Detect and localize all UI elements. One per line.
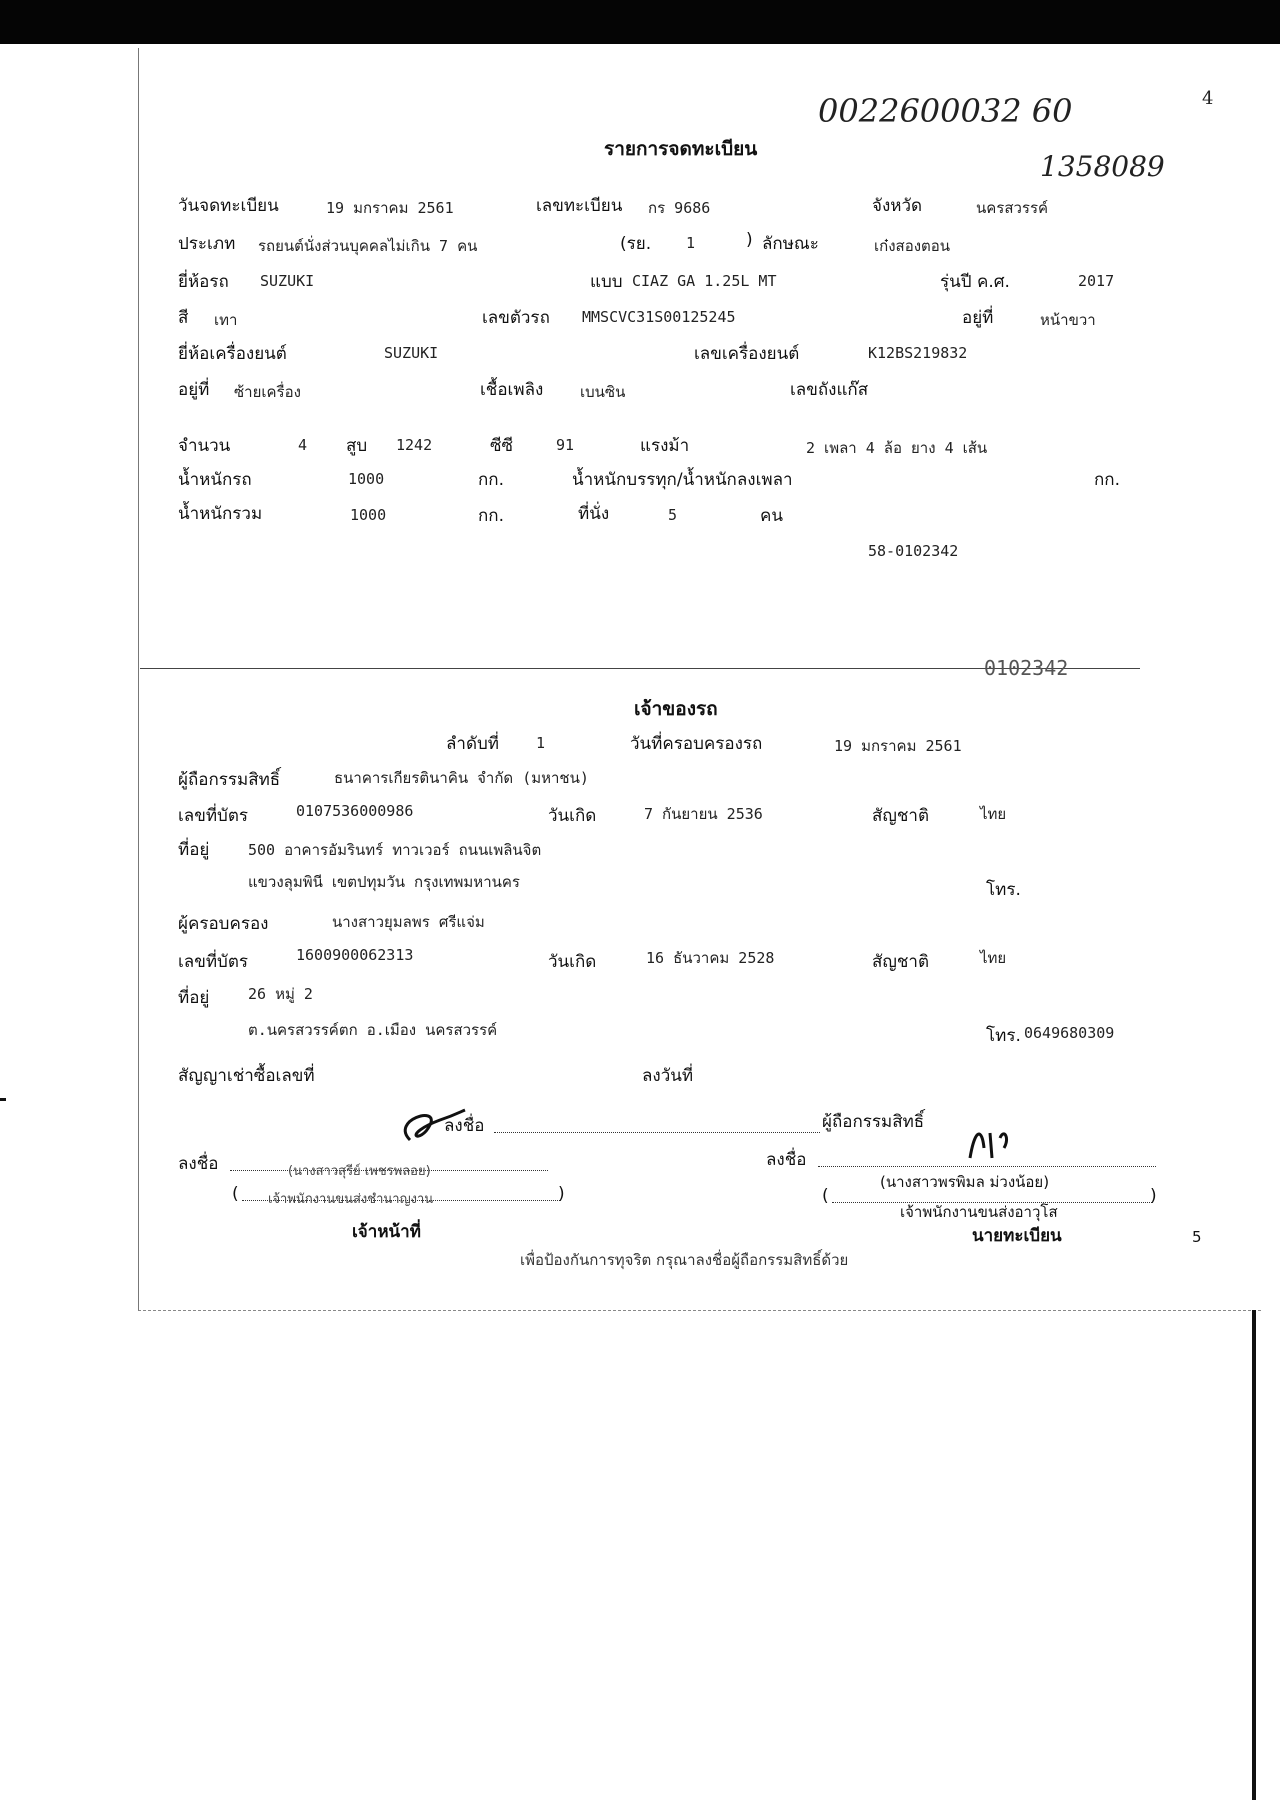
dob-value: 7 กันยายน 2536 <box>644 805 763 823</box>
address-label: ที่อยู่ <box>178 840 210 860</box>
right-official-name: (นางสาวพรพิมล ม่วงน้อย) <box>880 1173 1050 1191</box>
total-weight-label: น้ำหนักรวม <box>178 504 263 524</box>
possessor-label: ผู้ครอบครอง <box>178 914 269 934</box>
engine-brand-value: SUZUKI <box>384 344 439 362</box>
persons-label: คน <box>760 506 783 526</box>
engine-no-value: K12BS219832 <box>868 344 968 362</box>
left-close-paren: ) <box>558 1184 565 1204</box>
reg-date-value: 19 มกราคม 2561 <box>326 199 454 217</box>
owner-heading: เจ้าของรถ <box>634 698 718 720</box>
hp-label: แรงม้า <box>640 436 690 456</box>
total-weight-value: 1000 <box>350 506 387 524</box>
tel2-value: 0649680309 <box>1024 1024 1115 1042</box>
right-official-stamp: เจ้าพนักงานขนส่งอาวุโส <box>900 1203 1058 1221</box>
seats-label: ที่นั่ง <box>578 504 610 524</box>
id2-value: 1600900062313 <box>296 946 414 964</box>
id-value: 0107536000986 <box>296 802 414 820</box>
seq-value: 1 <box>536 734 546 752</box>
type-value: รถยนต์นั่งส่วนบุคคลไม่เกิน 7 คน <box>258 237 478 255</box>
owner-sign-line <box>494 1132 820 1133</box>
possess-date-label: วันที่ครอบครองรถ <box>630 734 763 754</box>
possess-date-value: 19 มกราคม 2561 <box>834 737 962 755</box>
address2-line-1: 26 หมู่ 2 <box>248 985 313 1003</box>
weight-value: 1000 <box>348 470 385 488</box>
chassis-label: เลขตัวรถ <box>482 308 550 328</box>
engine-loc-value: ซ้ายเครื่อง <box>234 383 301 401</box>
chassis-value: MMSCVC31S00125245 <box>582 308 736 326</box>
nationality2-value: ไทย <box>980 949 1007 967</box>
doc-number-partial: 0102342 <box>984 656 1069 680</box>
seq-label: ลำดับที่ <box>446 734 500 754</box>
possessor-name: นางสาวยุมลพร ศรีแจ่ม <box>332 913 485 931</box>
fuel-label: เชื้อเพลิง <box>480 380 544 400</box>
brand-value: SUZUKI <box>260 272 315 290</box>
handwritten-sub-number: 1358089 <box>1040 150 1165 183</box>
dob2-label: วันเกิด <box>548 952 597 972</box>
reg-no-label: เลขทะเบียน <box>536 196 623 216</box>
left-sign-label: ลงชื่อ <box>178 1154 219 1174</box>
gas-tank-label: เลขถังแก๊ส <box>790 380 869 400</box>
address2-line-2: ต.นครสวรรค์ตก อ.เมือง นครสวรรค์ <box>248 1021 498 1039</box>
model-value: CIAZ GA 1.25L MT <box>632 272 777 290</box>
ry-label: (รย. <box>620 234 652 254</box>
chassis-loc-value: หน้าขวา <box>1040 311 1096 329</box>
nationality-value: ไทย <box>980 805 1007 823</box>
registration-heading: รายการจดทะเบียน <box>604 138 758 160</box>
province-label: จังหวัด <box>872 196 923 216</box>
footer-fraud-note: เพื่อป้องกันการทุจริต กรุณาลงชื่อผู้ถือกรรมสิทธิ์ด้วย <box>520 1251 849 1269</box>
scan-top-border <box>0 0 1280 44</box>
type-label: ประเภท <box>178 234 236 254</box>
reg-no-value: กร 9686 <box>648 199 711 217</box>
year-value: 2017 <box>1078 272 1115 290</box>
right-open-paren: ( <box>822 1186 829 1206</box>
dob2-value: 16 ธันวาคม 2528 <box>646 949 775 967</box>
count-label: จำนวน <box>178 436 231 456</box>
color-label: สี <box>178 308 189 328</box>
right-sign-label: ลงชื่อ <box>766 1150 807 1170</box>
engine-no-label: เลขเครื่องยนต์ <box>694 344 800 364</box>
owner-sign-label: ลงชื่อ <box>444 1116 485 1136</box>
owner-role-label: ผู้ถือกรรมสิทธิ์ <box>822 1112 925 1132</box>
brand-label: ยี่ห้อรถ <box>178 272 229 292</box>
weight-label: น้ำหนักรถ <box>178 470 252 490</box>
scan-right-edge <box>1252 1310 1256 1800</box>
kg-label-3: กก. <box>478 506 504 526</box>
cc-value: 91 <box>556 436 575 454</box>
kg-label-1: กก. <box>478 470 504 490</box>
chassis-loc-label: อยู่ที่ <box>962 308 994 328</box>
cyl-value: 1242 <box>396 436 433 454</box>
contract-label: สัญญาเช่าซื้อเลขที่ <box>178 1066 315 1086</box>
model-label: แบบ <box>590 272 623 292</box>
ry-value: 1 <box>686 234 696 252</box>
color-value: เทา <box>214 311 238 329</box>
reg-date-label: วันจดทะเบียน <box>178 196 279 216</box>
sign-date-label: ลงวันที่ <box>642 1066 694 1086</box>
style-label: ลักษณะ <box>762 234 819 254</box>
count-value: 4 <box>298 436 308 454</box>
cyl-label: สูบ <box>346 436 368 456</box>
year-label: รุ่นปี ค.ศ. <box>940 272 1010 292</box>
tel-label: โทร. <box>986 880 1021 900</box>
right-close-paren: ) <box>1150 1186 1157 1206</box>
address-line-2: แขวงลุมพินี เขตปทุมวัน กรุงเทพมหานคร <box>248 873 520 891</box>
address2-label: ที่อยู่ <box>178 988 210 1008</box>
engine-loc-label: อยู่ที่ <box>178 380 210 400</box>
seats-value: 5 <box>668 506 678 524</box>
handwritten-top-number: 0022600032 60 <box>818 92 1073 130</box>
province-value: นครสวรรค์ <box>976 199 1049 217</box>
right-official-title: นายทะเบียน <box>972 1226 1062 1246</box>
kg-label-2: กก. <box>1094 470 1120 490</box>
page-number: 5 <box>1192 1228 1202 1246</box>
owner-signature-mark <box>380 1100 470 1150</box>
left-open-paren: ( <box>232 1184 239 1204</box>
margin-mark <box>0 1098 6 1101</box>
tel2-label: โทร. <box>986 1026 1021 1046</box>
id-label: เลขที่บัตร <box>178 806 249 826</box>
cc-label: ซีซี <box>490 436 514 456</box>
dob-label: วันเกิด <box>548 806 597 826</box>
nationality2-label: สัญชาติ <box>872 952 929 972</box>
handwritten-page-number: 4 <box>1202 88 1214 109</box>
load-label: น้ำหนักบรรทุก/น้ำหนักลงเพลา <box>572 470 793 490</box>
left-official-title: เจ้าหน้าที่ <box>352 1222 421 1242</box>
owner-name: ธนาคารเกียรตินาคิน จำกัด (มหาชน) <box>334 769 589 787</box>
axle-value: 2 เพลา 4 ล้อ ยาง 4 เส้น <box>806 439 988 457</box>
left-official-name: (นางสาวสุรีย์ เพชรพลอย) <box>288 1164 431 1179</box>
owner-label: ผู้ถือกรรมสิทธิ์ <box>178 770 281 790</box>
registrar-signature-mark <box>960 1118 1020 1168</box>
left-official-stamp: เจ้าพนักงานขนส่งชำนาญงาน <box>268 1192 434 1207</box>
fuel-value: เบนซิน <box>580 383 626 401</box>
engine-brand-label: ยี่ห้อเครื่องยนต์ <box>178 344 287 364</box>
nationality-label: สัญชาติ <box>872 806 929 826</box>
doc-number: 58-0102342 <box>868 542 959 560</box>
address-line-1: 500 อาคารอัมรินทร์ ทาวเวอร์ ถนนเพลินจิต <box>248 841 542 859</box>
style-value: เก๋งสองตอน <box>874 237 951 255</box>
id2-label: เลขที่บัตร <box>178 952 249 972</box>
ry-close: ) <box>746 230 753 250</box>
